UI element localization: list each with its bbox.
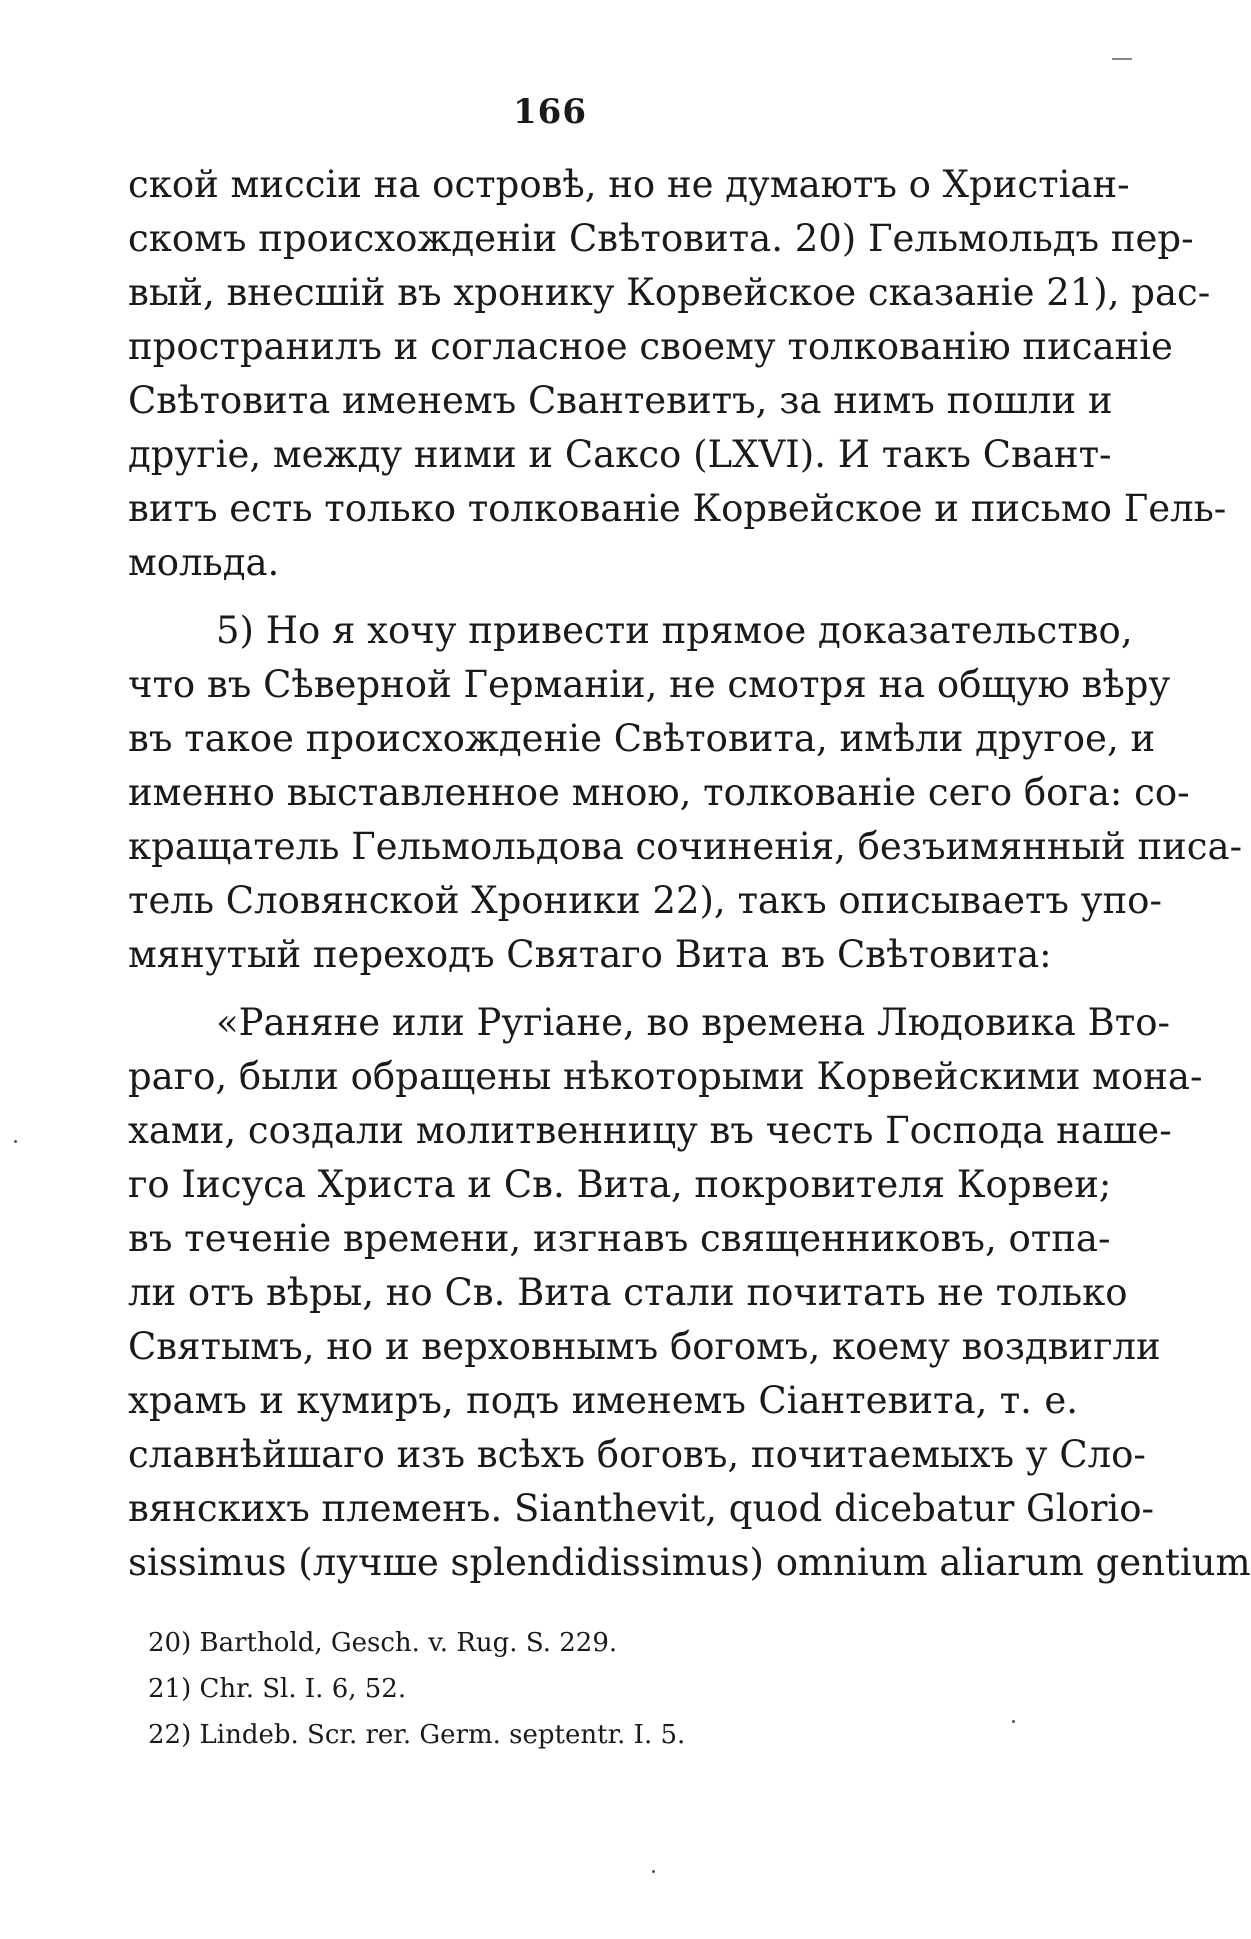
text-line: вый, внесшій въ хронику Корвейское сказаніе 21), рас-: [128, 271, 1211, 314]
text-line: вянскихъ племенъ. Sianthevit, quod dicebatur Glorio-: [128, 1487, 1154, 1530]
body-text: [128, 158, 1251, 1590]
paragraph-gap: [128, 590, 1078, 604]
footnote: 22) Lindeb. Scr. rer. Germ. septentr. I. 5.: [148, 1720, 686, 1750]
text-line: мольда.: [128, 541, 280, 584]
text-line: другіе, между ними и Саксо (LXVI). И такъ Свант-: [128, 433, 1112, 476]
text-line: храмъ и кумиръ, подъ именемъ Сіантевита, т. е.: [128, 1379, 1078, 1422]
text-line: что въ Сѣверной Германіи, не смотря на общую вѣру: [128, 663, 1171, 706]
speck-mark: [14, 1140, 17, 1143]
page-number: 166: [513, 92, 587, 132]
speck-mark: [1012, 1720, 1015, 1723]
text-line: ской миссіи на островѣ, но не думаютъ о Христіан-: [128, 163, 1130, 206]
text-line: го Іисуса Христа и Св. Вита, покровителя Корвеи;: [128, 1163, 1112, 1206]
text-line: Свѣтовита именемъ Свантевитъ, за нимъ пошли и: [128, 379, 1113, 422]
text-line: въ такое происхожденіе Свѣтовита, имѣли другое, и: [128, 717, 1156, 760]
text-line: въ теченіе времени, изгнавъ священниковъ, отпа-: [128, 1217, 1111, 1260]
text-line: хами, создали молитвенницу въ честь Господа наше-: [128, 1109, 1172, 1152]
paragraph-gap: [128, 982, 1078, 996]
speck-mark: [652, 1870, 655, 1873]
text-line: Святымъ, но и верховнымъ богомъ, коему воздвигли: [128, 1325, 1161, 1368]
text-line: «Раняне или Ругіане, во времена Людовика Вто-: [216, 1001, 1170, 1044]
text-line: ли отъ вѣры, но Св. Вита стали почитать не только: [128, 1271, 1128, 1314]
footnote: 20) Barthold, Gesch. v. Rug. S. 229.: [148, 1628, 618, 1658]
text-line: кращатель Гельмольдова сочиненія, безъимянный писа-: [128, 825, 1243, 868]
text-line: мянутый переходъ Святаго Вита въ Свѣтовита:: [128, 933, 1052, 976]
text-line: 5) Но я хочу привести прямое доказательство,: [216, 609, 1133, 652]
text-line: раго, были обращены нѣкоторыми Корвейскими мона-: [128, 1055, 1203, 1098]
footnotes: [148, 1620, 1048, 1758]
text-line: скомъ происхожденіи Свѣтовита. 20) Гельмольдъ пер-: [128, 217, 1194, 260]
text-line: sissimus (лучше splendidissimus) omnium aliarum gentium: [128, 1541, 1251, 1584]
text-line: пространилъ и согласное своему толкованію писаніе: [128, 325, 1173, 368]
margin-dash: [1112, 58, 1132, 60]
text-line: тель Словянской Хроники 22), такъ описываетъ упо-: [128, 879, 1162, 922]
footnote: 21) Chr. Sl. I. 6, 52.: [148, 1674, 407, 1704]
text-line: именно выставленное мною, толкованіе сего бога: со-: [128, 771, 1190, 814]
text-line: витъ есть только толкованіе Корвейское и письмо Гель-: [128, 487, 1227, 530]
text-line: славнѣйшаго изъ всѣхъ боговъ, почитаемыхъ у Сло-: [128, 1433, 1146, 1476]
